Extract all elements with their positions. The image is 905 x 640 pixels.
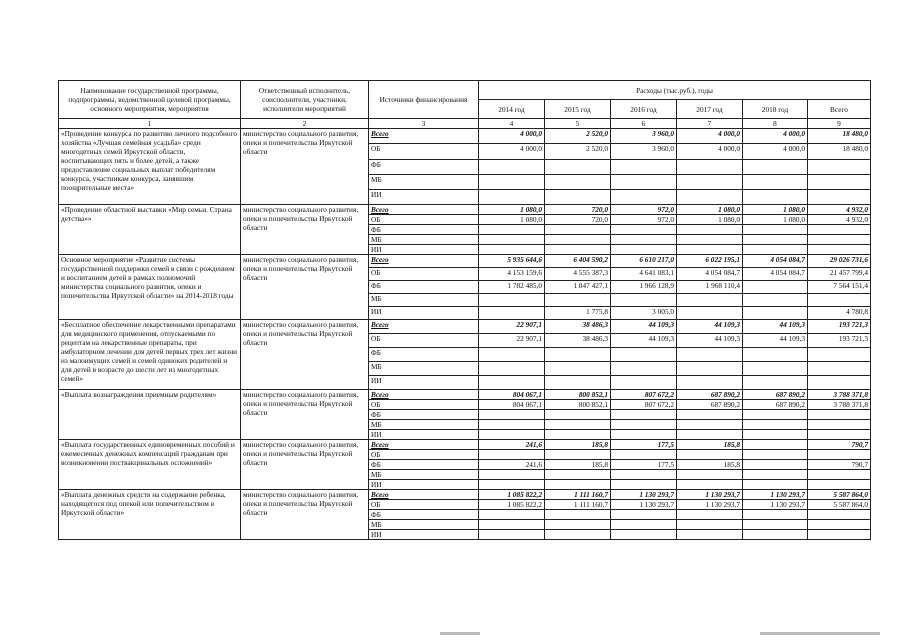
year-value: 22 907,1 [479, 320, 545, 334]
funding-source: ФБ [369, 160, 479, 175]
year-value [743, 348, 808, 362]
year-value [611, 510, 677, 520]
year-value [743, 294, 808, 307]
year-value [545, 510, 611, 520]
year-value [743, 410, 808, 420]
year-value: 177,5 [611, 460, 677, 470]
year-value [545, 294, 611, 307]
year-value: 4 054 084,7 [677, 268, 743, 281]
year-value [545, 430, 611, 440]
year-value: 1 080,0 [479, 215, 545, 225]
year-value [545, 420, 611, 430]
year-value: 44 109,3 [677, 334, 743, 348]
year-value [743, 376, 808, 390]
funding-source: Всего [369, 129, 479, 144]
total-value: 193 721,3 [808, 320, 871, 334]
funding-source: ОБ [369, 334, 479, 348]
year-value [743, 160, 808, 175]
year-value: 4 000,0 [677, 129, 743, 144]
year-value [479, 245, 545, 255]
funding-source: Всего [369, 205, 479, 215]
funding-source: ИИ [369, 430, 479, 440]
executor-name: министерство социального развития, опеки и попечительства Иркутской области [241, 390, 369, 440]
year-value [479, 190, 545, 205]
year-value [479, 294, 545, 307]
executor-name: министерство социального развития, опеки и попечительства Иркутской области [241, 490, 369, 540]
year-value: 687 890,2 [677, 390, 743, 400]
year-value [611, 225, 677, 235]
funding-source: Всего [369, 440, 479, 450]
year-value [743, 175, 808, 190]
total-value [808, 245, 871, 255]
year-value: 1 130 293,7 [743, 490, 808, 500]
header-year: 2016 год [611, 100, 677, 119]
budget-table [58, 80, 871, 540]
year-value: 177,5 [611, 440, 677, 450]
year-value: 804 067,1 [479, 390, 545, 400]
total-value: 4 932,0 [808, 205, 871, 215]
funding-source: МБ [369, 420, 479, 430]
year-value [545, 362, 611, 376]
year-value: 972,0 [611, 205, 677, 215]
funding-source: Всего [369, 390, 479, 400]
year-value [479, 510, 545, 520]
table-row [59, 390, 871, 400]
year-value [743, 440, 808, 450]
header-year: 2014 год [479, 100, 545, 119]
year-value [677, 348, 743, 362]
year-value [611, 376, 677, 390]
year-value [677, 245, 743, 255]
year-value: 185,8 [677, 460, 743, 470]
year-value [545, 245, 611, 255]
funding-source: ИИ [369, 530, 479, 540]
year-value [545, 530, 611, 540]
funding-source: ОБ [369, 500, 479, 510]
year-value [479, 480, 545, 490]
funding-source: МБ [369, 470, 479, 480]
total-value: 7 564 151,4 [808, 281, 871, 294]
year-value [479, 160, 545, 175]
executor-name: министерство социального развития, опеки и попечительства Иркутской области [241, 129, 369, 205]
year-value [611, 470, 677, 480]
measure-name: «Бесплатное обеспечение лекарственными препаратами для медицинского применения, отпускаемыми по рецептам на лекарственные препараты, при амбулаторном лечении для детей первых трех лет жизни из малоимущих семей и семей одиноких родителей и для детей в возрасте до шести лет из многодетных семей» [59, 320, 241, 390]
year-value: 2 520,0 [545, 129, 611, 144]
year-value: 1 130 293,7 [743, 500, 808, 510]
total-value: 193 721,3 [808, 334, 871, 348]
measure-name: «Выплата вознаграждения приемным родителям» [59, 390, 241, 440]
header-year: 2018 год [743, 100, 808, 119]
year-value [611, 362, 677, 376]
year-value [479, 520, 545, 530]
year-value: 1 111 160,7 [545, 490, 611, 500]
funding-source: Всего [369, 255, 479, 268]
year-value: 1 085 822,2 [479, 490, 545, 500]
year-value [611, 530, 677, 540]
total-value: 21 457 799,4 [808, 268, 871, 281]
funding-source: ФБ [369, 281, 479, 294]
total-value [808, 530, 871, 540]
year-value: 4 000,0 [677, 144, 743, 160]
funding-source: ОБ [369, 400, 479, 410]
year-value [743, 530, 808, 540]
year-value: 720,0 [545, 215, 611, 225]
total-value: 4 780,8 [808, 307, 871, 320]
year-value: 1 130 293,7 [677, 500, 743, 510]
year-value [743, 480, 808, 490]
total-value [808, 348, 871, 362]
column-number: 1 [59, 119, 241, 129]
funding-source: ФБ [369, 510, 479, 520]
scan-bottom-edge [0, 630, 905, 640]
total-value [808, 470, 871, 480]
funding-source: МБ [369, 520, 479, 530]
funding-source: ОБ [369, 450, 479, 460]
year-value: 800 852,1 [545, 390, 611, 400]
year-value: 1 782 485,0 [479, 281, 545, 294]
year-value [479, 307, 545, 320]
total-value [808, 175, 871, 190]
year-value [677, 225, 743, 235]
year-value [743, 450, 808, 460]
column-number: 8 [743, 119, 808, 129]
header-row [59, 81, 871, 100]
year-value [479, 376, 545, 390]
total-value [808, 160, 871, 175]
year-value: 185,8 [545, 440, 611, 450]
table-row [59, 320, 871, 334]
header-source-col: Источники финансирования [369, 81, 479, 119]
year-value: 1 130 293,7 [611, 490, 677, 500]
year-value [611, 520, 677, 530]
year-value: 4 555 387,3 [545, 268, 611, 281]
year-value: 44 109,3 [677, 320, 743, 334]
total-value [808, 520, 871, 530]
table-row [59, 129, 871, 144]
year-value: 241,6 [479, 440, 545, 450]
year-value: 241,6 [479, 460, 545, 470]
column-number: 4 [479, 119, 545, 129]
year-value: 800 852,1 [545, 400, 611, 410]
year-value: 1 080,0 [743, 215, 808, 225]
year-value [611, 294, 677, 307]
total-value [808, 225, 871, 235]
scan-artifact [440, 632, 480, 635]
year-value [479, 450, 545, 460]
year-value [611, 348, 677, 362]
funding-source: МБ [369, 175, 479, 190]
year-value: 804 067,1 [479, 400, 545, 410]
funding-source: МБ [369, 362, 479, 376]
year-value: 720,0 [545, 205, 611, 215]
year-value [479, 430, 545, 440]
scan-artifact [760, 632, 880, 635]
year-value: 687 890,2 [743, 400, 808, 410]
executor-name: министерство социального развития, опеки и попечительства Иркутской области [241, 205, 369, 255]
column-number: 2 [241, 119, 369, 129]
year-value: 687 890,2 [677, 400, 743, 410]
header-costs-col: Расходы (тыс.руб.), годы [479, 81, 871, 100]
executor-name: министерство социального развития, опеки и попечительства Иркутской области [241, 440, 369, 490]
total-value [808, 294, 871, 307]
table-row [59, 490, 871, 500]
year-value [479, 225, 545, 235]
total-value [808, 376, 871, 390]
year-value [743, 281, 808, 294]
year-value [611, 245, 677, 255]
funding-source: ИИ [369, 480, 479, 490]
total-value: 3 788 371,8 [808, 400, 871, 410]
total-value [808, 235, 871, 245]
year-value [611, 175, 677, 190]
measure-name: «Выплата денежных средств на содержание ребенка, находящегося под опекой или попечительством в Иркутской области» [59, 490, 241, 540]
year-value [743, 510, 808, 520]
year-value: 5 935 644,6 [479, 255, 545, 268]
budget-table-sheet [58, 80, 870, 540]
year-value: 44 109,3 [743, 320, 808, 334]
year-value [611, 430, 677, 440]
funding-source: ОБ [369, 268, 479, 281]
year-value [677, 175, 743, 190]
year-value [479, 530, 545, 540]
total-value: 790,7 [808, 440, 871, 450]
year-value: 3 960,0 [611, 144, 677, 160]
year-value: 1 111 160,7 [545, 500, 611, 510]
total-value: 4 932,0 [808, 215, 871, 225]
total-value [808, 362, 871, 376]
year-value [545, 470, 611, 480]
funding-source: ФБ [369, 225, 479, 235]
year-value [611, 160, 677, 175]
year-value [743, 245, 808, 255]
year-value: 2 520,0 [545, 144, 611, 160]
year-value: 185,8 [677, 440, 743, 450]
year-value: 1 085 822,2 [479, 500, 545, 510]
total-value [808, 190, 871, 205]
funding-source: ИИ [369, 376, 479, 390]
year-value: 44 109,3 [611, 320, 677, 334]
year-value: 807 672,2 [611, 400, 677, 410]
total-value: 790,7 [808, 460, 871, 470]
funding-source: ФБ [369, 348, 479, 362]
year-value [677, 235, 743, 245]
measure-name: «Проведение конкурса по развитию личного подсобного хозяйства «Лучшая семейная усадьба» среди многодетных семей Иркутской области, воспитывающих пять и более детей, а также предоставление социальных выплат победителям конкурса, участникам конкурса, занявшим поощрительные места» [59, 129, 241, 205]
year-value [743, 470, 808, 480]
year-value [677, 410, 743, 420]
total-value [808, 420, 871, 430]
measure-name: Основное мероприятие «Развитие системы государственной поддержки семей в связи с рождением и воспитанием детей в рамках полномочий министерства социального развития, опеки и попечительства Иркутской области» на 2014-2018 годы [59, 255, 241, 320]
column-number: 9 [808, 119, 871, 129]
funding-source: Всего [369, 320, 479, 334]
table-row [59, 440, 871, 450]
total-value [808, 450, 871, 460]
year-value [743, 225, 808, 235]
year-value: 4 000,0 [743, 144, 808, 160]
year-value: 1 080,0 [677, 215, 743, 225]
year-value [677, 470, 743, 480]
year-value [743, 307, 808, 320]
year-value [545, 160, 611, 175]
year-value: 1 775,8 [545, 307, 611, 320]
column-number: 7 [677, 119, 743, 129]
year-value: 1 847 427,1 [545, 281, 611, 294]
year-value [677, 307, 743, 320]
year-value: 1 080,0 [677, 205, 743, 215]
header-name-col: Наименование государственной программы, подпрограммы, ведомственной целевой программы, основного мероприятия, мероприятия [59, 81, 241, 119]
year-value: 687 890,2 [743, 390, 808, 400]
funding-source: МБ [369, 235, 479, 245]
funding-source: ФБ [369, 410, 479, 420]
year-value [677, 376, 743, 390]
year-value: 4 641 083,1 [611, 268, 677, 281]
year-value [677, 362, 743, 376]
year-value: 4 000,0 [479, 129, 545, 144]
year-value [545, 175, 611, 190]
year-value [743, 235, 808, 245]
year-value: 1 966 128,9 [611, 281, 677, 294]
year-value [743, 362, 808, 376]
header-year: 2015 год [545, 100, 611, 119]
year-value: 972,0 [611, 215, 677, 225]
total-value: 5 587 864,0 [808, 490, 871, 500]
year-value [545, 225, 611, 235]
year-value [545, 520, 611, 530]
year-value: 807 672,2 [611, 390, 677, 400]
total-value [808, 480, 871, 490]
total-value [808, 510, 871, 520]
executor-name: министерство социального развития, опеки и попечительства Иркутской области [241, 255, 369, 320]
year-value [611, 450, 677, 460]
funding-source: Всего [369, 490, 479, 500]
measure-name: «Проведение областной выставки «Мир семьи. Страна детства»» [59, 205, 241, 255]
year-value [479, 420, 545, 430]
year-value: 4 153 159,6 [479, 268, 545, 281]
year-value [611, 410, 677, 420]
year-value [677, 530, 743, 540]
year-value [545, 410, 611, 420]
year-value [545, 190, 611, 205]
column-number: 3 [369, 119, 479, 129]
year-value [545, 376, 611, 390]
year-value: 185,8 [545, 460, 611, 470]
funding-source: МБ [369, 294, 479, 307]
year-value: 44 109,3 [743, 334, 808, 348]
year-value [677, 190, 743, 205]
year-value [611, 235, 677, 245]
year-value [479, 348, 545, 362]
year-value: 4 000,0 [743, 129, 808, 144]
year-value: 6 404 590,2 [545, 255, 611, 268]
year-value [479, 235, 545, 245]
year-value: 6 022 195,1 [677, 255, 743, 268]
measure-name: «Выплата государственных единовременных пособий и ежемесячных денежных компенсаций гражданам при возникновении поствакцинальных осложнений» [59, 440, 241, 490]
year-value: 3 960,0 [611, 129, 677, 144]
executor-name: министерство социального развития, опеки и попечительства Иркутской области [241, 320, 369, 390]
year-value [545, 480, 611, 490]
year-value [479, 175, 545, 190]
year-value: 1 080,0 [743, 205, 808, 215]
year-value: 38 486,3 [545, 320, 611, 334]
year-value: 3 005,0 [611, 307, 677, 320]
table-row [59, 205, 871, 215]
year-value [677, 450, 743, 460]
funding-source: ИИ [369, 245, 479, 255]
column-number: 6 [611, 119, 677, 129]
year-value [743, 520, 808, 530]
total-value [808, 410, 871, 420]
year-value [677, 294, 743, 307]
year-value: 1 130 293,7 [677, 490, 743, 500]
year-value [545, 235, 611, 245]
total-value [808, 430, 871, 440]
year-value [479, 410, 545, 420]
header-executor-col: Ответственный исполнитель, соисполнители, участники, исполнители мероприятий [241, 81, 369, 119]
total-value: 18 480,0 [808, 144, 871, 160]
year-value [545, 348, 611, 362]
column-number: 5 [545, 119, 611, 129]
year-value [545, 450, 611, 460]
year-value [743, 430, 808, 440]
funding-source: ИИ [369, 307, 479, 320]
year-value: 4 054 084,7 [743, 268, 808, 281]
year-value [677, 510, 743, 520]
funding-source: ОБ [369, 215, 479, 225]
year-value [743, 420, 808, 430]
year-value: 44 109,3 [611, 334, 677, 348]
total-value: 5 587 864,0 [808, 500, 871, 510]
year-value [479, 470, 545, 480]
funding-source: ФБ [369, 460, 479, 470]
total-value: 29 026 731,6 [808, 255, 871, 268]
year-value [611, 420, 677, 430]
funding-source: ИИ [369, 190, 479, 205]
table-body [59, 129, 871, 540]
year-value [611, 190, 677, 205]
year-value [677, 480, 743, 490]
year-value [479, 362, 545, 376]
year-value: 38 486,3 [545, 334, 611, 348]
year-value [743, 190, 808, 205]
year-value [677, 520, 743, 530]
funding-source: ОБ [369, 144, 479, 160]
year-value [677, 160, 743, 175]
year-value [677, 420, 743, 430]
total-value: 18 480,0 [808, 129, 871, 144]
year-value: 4 000,0 [479, 144, 545, 160]
year-value: 1 130 293,7 [611, 500, 677, 510]
header-year: 2017 год [677, 100, 743, 119]
header-total: Всего [808, 100, 871, 119]
year-value [743, 460, 808, 470]
year-value: 1 080,0 [479, 205, 545, 215]
year-value: 4 054 084,7 [743, 255, 808, 268]
year-value [677, 430, 743, 440]
year-value: 1 968 110,4 [677, 281, 743, 294]
year-value: 22 907,1 [479, 334, 545, 348]
table-row [59, 255, 871, 268]
total-value: 3 788 371,8 [808, 390, 871, 400]
year-value: 6 610 217,0 [611, 255, 677, 268]
column-number-row [59, 119, 871, 129]
year-value [611, 480, 677, 490]
